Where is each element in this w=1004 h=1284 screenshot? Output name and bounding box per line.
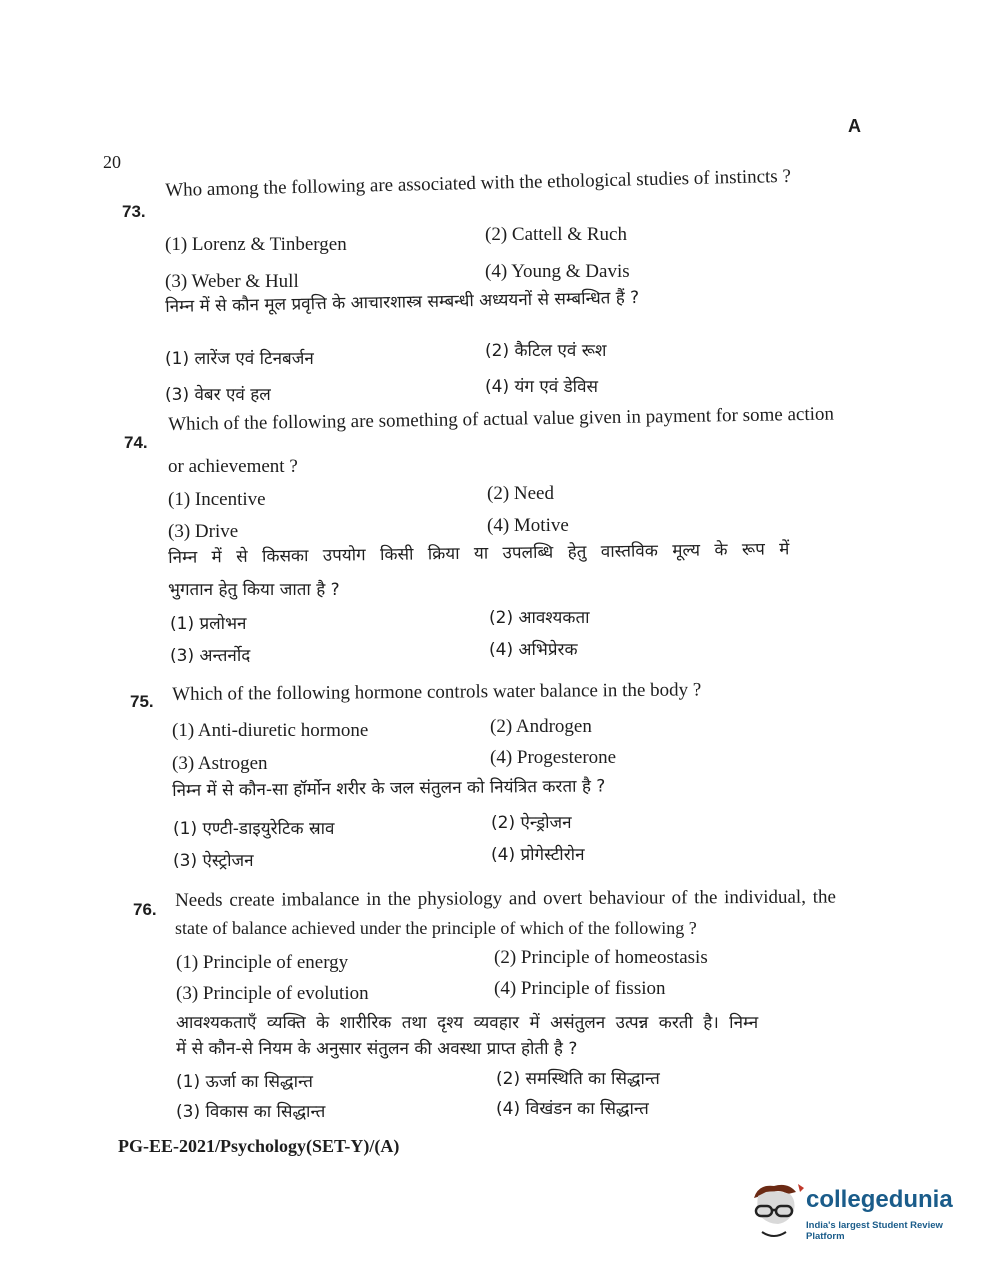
option-en-3: (3) Weber & Hull: [165, 271, 299, 292]
option-hi-2: (2) ऐन्ड्रोजन: [491, 813, 572, 833]
question-text-en: Which of the following are something of actual value given in payment for some action: [168, 403, 835, 435]
question-number: 73.: [122, 202, 146, 221]
option-hi-4: (4) विखंडन का सिद्धान्त: [496, 1099, 649, 1119]
option-en-2: (2) Cattell & Ruch: [485, 224, 627, 245]
collegedunia-watermark: [748, 1180, 978, 1244]
question-text-hi-2: भुगतान हेतु किया जाता है ?: [168, 580, 340, 600]
question-number: 76.: [133, 900, 157, 919]
option-hi-1: (1) प्रलोभन: [170, 614, 247, 634]
brand-tagline: India's largest Student Review Platform: [806, 1220, 943, 1242]
option-en-3: (3) Drive: [168, 521, 239, 542]
option-hi-3: (3) विकास का सिद्धान्त: [176, 1102, 326, 1122]
option-hi-2: (2) कैटिल एवं रूश: [485, 341, 607, 361]
option-hi-3: (3) अन्तर्नोद: [170, 646, 251, 666]
option-en-2: (2) Principle of homeostasis: [494, 947, 708, 968]
option-en-4: (4) Progesterone: [490, 747, 617, 768]
question-text-en: Which of the following hormone controls water balance in the body ?: [172, 679, 702, 705]
option-hi-1: (1) एण्टी-डाइयुरेटिक स्राव: [173, 819, 335, 839]
option-en-1: (1) Incentive: [168, 489, 266, 510]
option-hi-1: (1) ऊर्जा का सिद्धान्त: [176, 1072, 313, 1092]
question-number: 75.: [130, 692, 154, 711]
option-en-4: (4) Motive: [487, 515, 569, 536]
question-text-hi: निम्न में से किसका उपयोग किसी क्रिया या उपलब्धि हेतु वास्तविक मूल्य के रूप में: [168, 539, 790, 568]
question-text-hi: निम्न में से कौन मूल प्रवृत्ति के आचारशास्त्र सम्बन्धी अध्ययनों से सम्बन्धित हैं ?: [165, 287, 640, 317]
option-en-1: (1) Anti-diuretic hormone: [172, 720, 369, 741]
question-text-hi-2: में से कौन-से नियम के अनुसार संतुलन की अवस्था प्राप्त होती है ?: [176, 1039, 578, 1059]
question-text-en-2: or achievement ?: [168, 456, 298, 477]
option-en-2: (2) Need: [487, 483, 554, 504]
question-number: 74.: [124, 433, 148, 452]
brand-name: collegedunia: [806, 1186, 953, 1213]
option-hi-4: (4) प्रोगेस्टीरोन: [491, 845, 585, 865]
question-text-hi: आवश्यकताएँ व्यक्ति के शारीरिक तथा दृश्य व्यवहार में असंतुलन उत्पन्न करती है। निम्न: [176, 1013, 759, 1033]
option-hi-3: (3) वेबर एवं हल: [165, 385, 271, 405]
option-en-3: (3) Principle of evolution: [176, 983, 369, 1004]
question-text-hi: निम्न में से कौन-सा हॉर्मोन शरीर के जल संतुलन को नियंत्रित करता है ?: [172, 776, 606, 801]
option-en-4: (4) Young & Davis: [485, 261, 630, 282]
mascot-icon: [748, 1180, 804, 1244]
question-text-en: Needs create imbalance in the physiology and overt behaviour of the individual, the: [175, 886, 836, 911]
page-number: 20: [103, 152, 121, 172]
option-en-3: (3) Astrogen: [172, 753, 268, 774]
option-hi-4: (4) अभिप्रेरक: [489, 640, 578, 660]
option-en-1: (1) Lorenz & Tinbergen: [165, 234, 347, 255]
option-hi-2: (2) समस्थिति का सिद्धान्त: [496, 1069, 660, 1089]
paper-code-footer: PG-EE-2021/Psychology(SET-Y)/(A): [118, 1136, 400, 1156]
question-text-en: Who among the following are associated with the ethological studies of instincts ?: [165, 165, 792, 201]
set-letter: A: [848, 116, 861, 136]
option-hi-4: (4) यंग एवं डेविस: [485, 377, 599, 397]
option-en-2: (2) Androgen: [490, 716, 592, 737]
option-en-1: (1) Principle of energy: [176, 952, 349, 973]
option-hi-2: (2) आवश्यकता: [489, 608, 590, 628]
option-hi-1: (1) लारेंज एवं टिनबर्जन: [165, 349, 314, 369]
question-text-en-2: state of balance achieved under the principle of which of the following ?: [175, 918, 697, 938]
option-hi-3: (3) ऐस्ट्रोजन: [173, 851, 254, 871]
option-en-4: (4) Principle of fission: [494, 978, 666, 999]
